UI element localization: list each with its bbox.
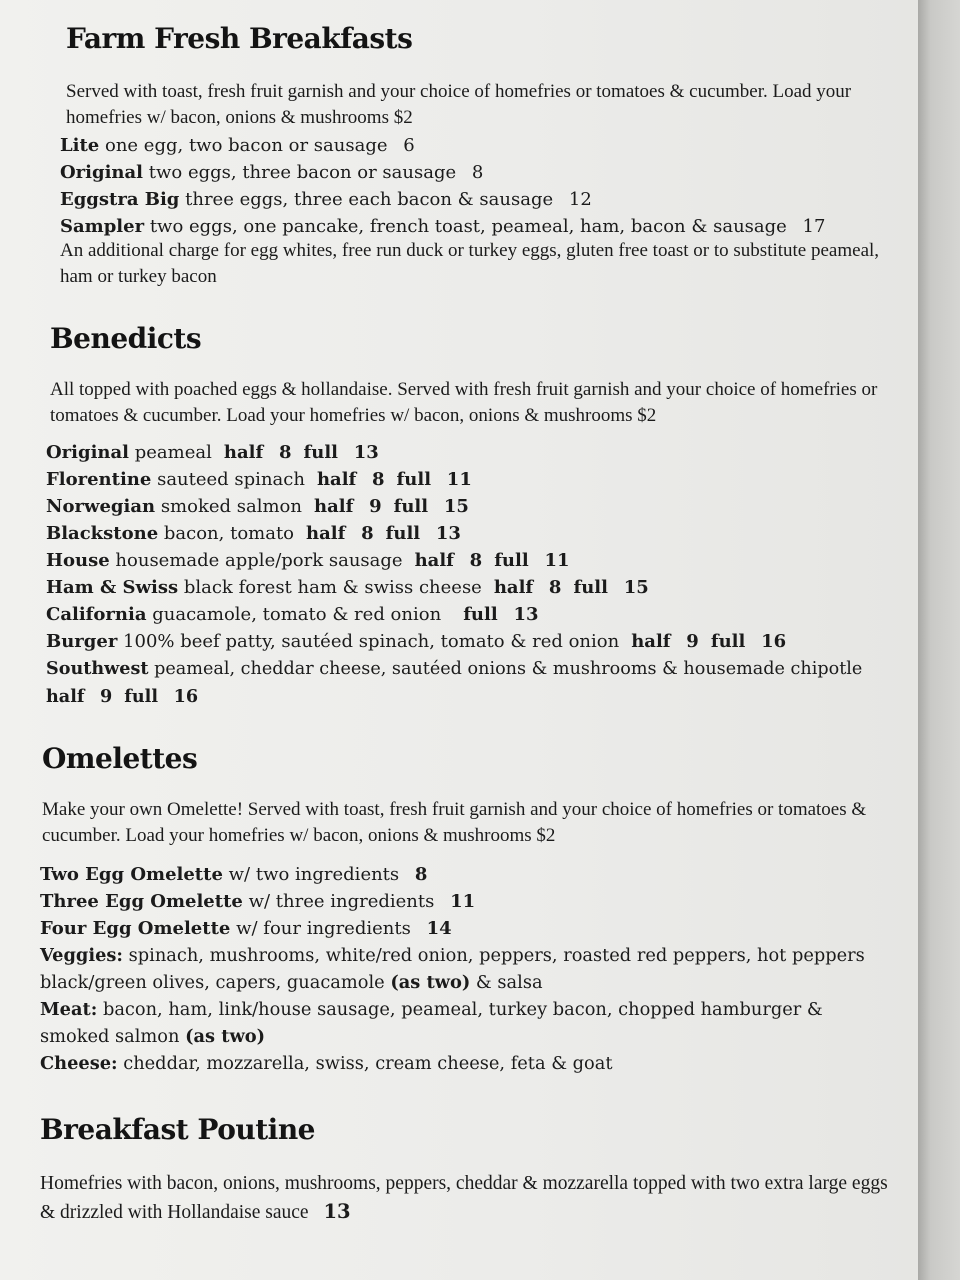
item-price: 17 [802, 216, 826, 237]
menu-item [40, 915, 900, 942]
full-price: 13 [513, 604, 539, 625]
section-intro: All topped with poached eggs & hollandaise. Served with fresh fruit garnish and your choice of homefries or tomatoes & cucumber. Load your homefries w/ bacon, onions & mushrooms $2 [50, 379, 878, 426]
item-desc: one egg, two bacon or sausage [105, 135, 388, 156]
full-label: full [124, 686, 159, 707]
poutine-description [40, 1170, 890, 1227]
menu-item [60, 159, 900, 186]
item-name: California [46, 604, 147, 625]
half-label: half [46, 686, 85, 707]
menu-item [46, 520, 900, 547]
item-price: 8 [414, 864, 428, 885]
item-price: 13 [323, 1200, 351, 1223]
full-price: 15 [623, 577, 649, 598]
item-desc: Homefries with bacon, onions, mushrooms, peppers, cheddar & mozzarella topped with two extra large eggs & drizzled with Hollandaise sauce [40, 1173, 888, 1223]
half-price: 9 [100, 686, 113, 707]
item-name: Sampler [60, 216, 145, 237]
full-price: 15 [443, 496, 469, 517]
omelette-items [40, 861, 900, 1077]
section-farm-fresh-breakfasts [66, 22, 896, 131]
ingredient-list: cheddar, mozzarella, swiss, cream cheese, feta & goat [123, 1053, 613, 1074]
ingredient-label: Meat: [40, 999, 98, 1020]
menu-item [40, 861, 900, 888]
half-price: 8 [361, 523, 374, 544]
item-price: 12 [568, 189, 592, 210]
ingredient-group-cheese [40, 1050, 900, 1077]
benedict-items [46, 439, 900, 711]
item-name: Norwegian [46, 496, 156, 517]
section-omelettes [42, 742, 900, 849]
page-edge-shadow [918, 0, 960, 1280]
item-desc: two eggs, one pancake, french toast, peameal, ham, bacon & sausage [149, 216, 787, 237]
full-price: 11 [446, 469, 472, 490]
section-heading: Farm Fresh Breakfasts [66, 22, 413, 55]
section-heading: Breakfast Poutine [40, 1113, 315, 1146]
item-desc: w/ two ingredients [228, 864, 400, 885]
ingredient-group-veggies [40, 942, 890, 996]
full-label: full [463, 604, 498, 625]
half-price: 8 [372, 469, 385, 490]
item-name: Original [60, 162, 144, 183]
full-price: 11 [544, 550, 570, 571]
half-label: half [306, 523, 346, 544]
item-name: Lite [60, 135, 100, 156]
item-price: 14 [426, 918, 452, 939]
full-label: full [393, 496, 429, 517]
item-desc: w/ four ingredients [236, 918, 411, 939]
section-benedicts [50, 322, 900, 429]
item-name: Blackstone [46, 523, 159, 544]
item-desc: peameal [134, 442, 212, 463]
item-desc: w/ three ingredients [248, 891, 435, 912]
menu-item [40, 888, 900, 915]
item-name: Two Egg Omelette [40, 864, 223, 885]
ingredient-list-end: & salsa [475, 972, 543, 993]
section-heading: Omelettes [42, 742, 198, 775]
half-label: half [631, 631, 671, 652]
full-price: 16 [761, 631, 787, 652]
item-desc: black forest ham & swiss cheese [183, 577, 482, 598]
half-label: half [313, 496, 354, 517]
item-desc: smoked salmon [160, 496, 302, 517]
farm-items [60, 132, 900, 290]
item-price: 8 [471, 162, 484, 183]
half-price: 8 [278, 442, 292, 463]
item-desc: guacamole, tomato & red onion [152, 604, 442, 625]
half-label: half [493, 577, 534, 598]
half-label: half [316, 469, 357, 490]
menu-item [46, 493, 900, 520]
item-name: House [46, 550, 110, 571]
full-label: full [710, 631, 746, 652]
item-price: 11 [450, 891, 476, 912]
ingredient-list: bacon, ham, link/house sausage, peameal, turkey bacon, chopped hamburger & smoked salmon [40, 999, 823, 1047]
half-price: 9 [686, 631, 699, 652]
item-desc: bacon, tomato [163, 523, 295, 544]
item-name: Burger [46, 631, 118, 652]
item-name: Three Egg Omelette [40, 891, 243, 912]
menu-item [60, 132, 900, 159]
menu-item [60, 186, 900, 213]
section-note: An additional charge for egg whites, free run duck or turkey eggs, gluten free toast or to substitute peameal, ham or turkey bacon [60, 240, 880, 287]
ingredient-group-meat [40, 996, 860, 1050]
full-price: 16 [173, 686, 199, 707]
ingredient-list: spinach, mushrooms, white/red onion, peppers, roasted red peppers, hot peppers black/green olives, capers, guacamole [40, 945, 865, 993]
item-name: Four Egg Omelette [40, 918, 231, 939]
section-intro: Make your own Omelette! Served with toast, fresh fruit garnish and your choice of homefries or tomatoes & cucumber. Load your homefries w/ bacon, onions & mushrooms $2 [42, 799, 867, 846]
section-breakfast-poutine [40, 1113, 900, 1227]
full-price: 13 [353, 442, 379, 463]
item-name: Eggstra Big [60, 189, 180, 210]
item-desc: peameal, cheddar cheese, sautéed onions & mushrooms & housemade chipotle [154, 659, 863, 679]
menu-item [60, 213, 900, 240]
item-price: 6 [403, 135, 415, 156]
menu-item [46, 655, 896, 711]
item-name: Florentine [46, 469, 152, 490]
item-desc: 100% beef patty, sautéed spinach, tomato & red onion [123, 631, 620, 652]
item-desc: two eggs, three bacon or sausage [148, 162, 457, 183]
menu-item [46, 574, 900, 601]
item-desc: housemade apple/pork sausage [115, 550, 403, 571]
menu-item [46, 628, 900, 655]
full-label: full [385, 523, 421, 544]
item-name: Ham & Swiss [46, 577, 179, 598]
menu-item [46, 466, 900, 493]
full-label: full [573, 577, 608, 598]
menu-item [46, 439, 900, 466]
item-desc: three eggs, three each bacon & sausage [185, 189, 554, 210]
item-name: Southwest [46, 658, 149, 679]
half-label: half [223, 442, 264, 463]
ingredient-label: Veggies: [40, 945, 123, 966]
half-price: 8 [548, 577, 562, 598]
half-price: 9 [369, 496, 382, 517]
ingredient-note: (as two) [185, 1026, 266, 1047]
ingredient-label: Cheese: [40, 1053, 118, 1074]
full-price: 13 [435, 523, 461, 544]
section-heading: Benedicts [50, 322, 202, 355]
menu-item [46, 601, 900, 628]
item-desc: sauteed spinach [157, 469, 305, 490]
ingredient-note: (as two) [390, 972, 471, 993]
half-label: half [414, 550, 454, 571]
full-label: full [396, 469, 432, 490]
half-price: 8 [469, 550, 483, 571]
full-label: full [494, 550, 529, 571]
full-label: full [303, 442, 338, 463]
menu-item [46, 547, 900, 574]
item-name: Original [46, 442, 130, 463]
section-intro: Served with toast, fresh fruit garnish and your choice of homefries or tomatoes & cucumber. Load your homefries w/ bacon, onions & mushrooms $2 [66, 81, 852, 128]
